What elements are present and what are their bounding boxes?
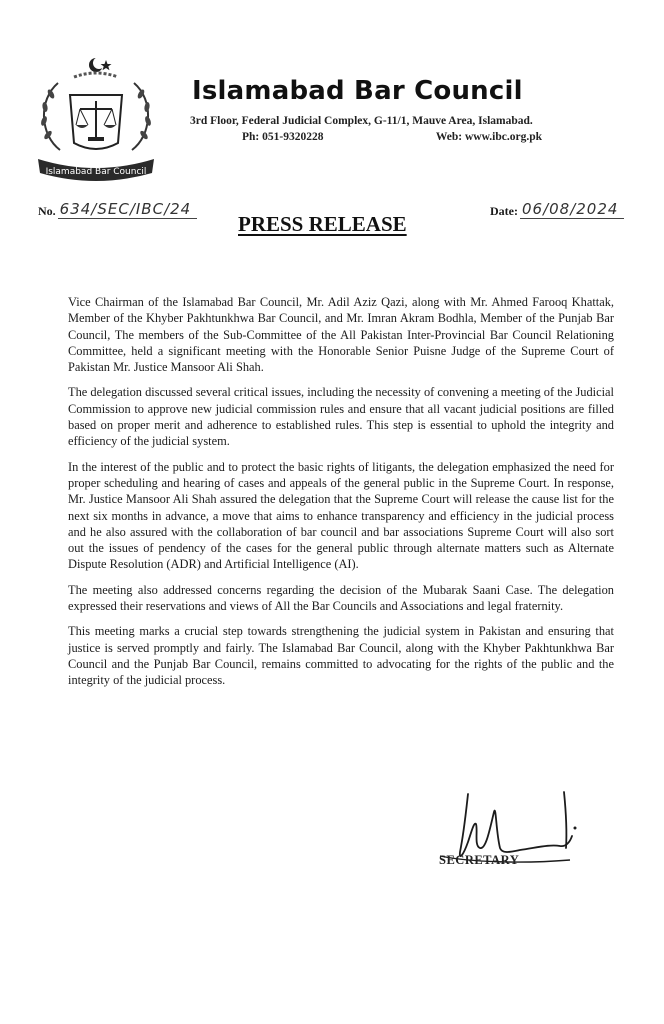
- phone-number: Ph: 051-9320228: [242, 131, 324, 143]
- organization-name: Islamabad Bar Council: [192, 76, 523, 106]
- signatory-title: SECRETARY: [439, 853, 520, 867]
- website: Web: www.ibc.org.pk: [435, 131, 542, 143]
- contact-line: [242, 131, 542, 143]
- document-date: [490, 200, 624, 219]
- paragraph: Vice Chairman of the Islamabad Bar Council, Mr. Adil Aziz Qazi, along with Mr. Ahmed Farooq Khattak, Member of the Khyber Pakhtunkhwa Bar Council, and Mr. Imran Akram Bodhla, Member of the Punjab Bar Council, The members of the Sub-Committee of the All Pakistan Inter-Provincial Bar Council Relationing Committee, held a significant meeting with the Honorable Senior Puisne Judge of the Supreme Court of Pakistan Mr. Justice Mansoor Ali Shah.: [68, 295, 614, 375]
- reference-number: [38, 200, 197, 219]
- reference-number-label: No.: [38, 204, 56, 218]
- paragraph: The delegation discussed several critical issues, including the necessity of convening a meeting of the Judicial Commission to approve new judicial commission rules and ensure that all vacant judicial positions are filled based on proper merit and adherence to established rules. This step is essential to uphold the integrity and efficiency of the judicial system.: [68, 385, 614, 449]
- paragraph: This meeting marks a crucial step towards strengthening the judicial system in Pakistan and ensuring that justice is served promptly and fairly. The Islamabad Bar Council, along with the Khyber Pakhtunkhwa Bar Council and the Punjab Bar Council, remains committed to advocating for the rights of the public and the integrity of the judicial process.: [68, 624, 614, 688]
- press-release-body: [68, 294, 614, 698]
- paragraph: In the interest of the public and to protect the basic rights of litigants, the delegation emphasized the need for proper scheduling and hearing of cases and appeals of the general public in the Supreme Court. In response, Mr. Justice Mansoor Ali Shah assured the delegation that the Supreme Court will release the cause list for the next six months in advance, a move that aims to enhance transparency and efficiency in the judicial process and he also assured with the collaboration of bar council and bar associations Supreme Court will also sort out the issues of pendency of the cases for the general public through alternate matters such as Alternate Dispute Resolution (ADR) and Artificial Intelligence (AI).: [68, 459, 614, 572]
- seal-text: Islamabad Bar Council: [45, 167, 147, 177]
- document-title: PRESS RELEASE: [238, 212, 407, 236]
- date-value: 06/08/2024: [520, 200, 624, 219]
- paragraph: The meeting also addressed concerns regarding the decision of the Mubarak Saani Case. The delegation expressed their reservations and views of All the Bar Councils and Associations and legal fraternity.: [68, 582, 614, 614]
- organization-address: 3rd Floor, Federal Judicial Complex, G-11/1, Mauve Area, Islamabad.: [190, 115, 533, 127]
- reference-number-value: 634/SEC/IBC/24: [58, 200, 198, 219]
- date-label: Date:: [490, 204, 518, 218]
- bar-council-seal-logo: [30, 55, 162, 185]
